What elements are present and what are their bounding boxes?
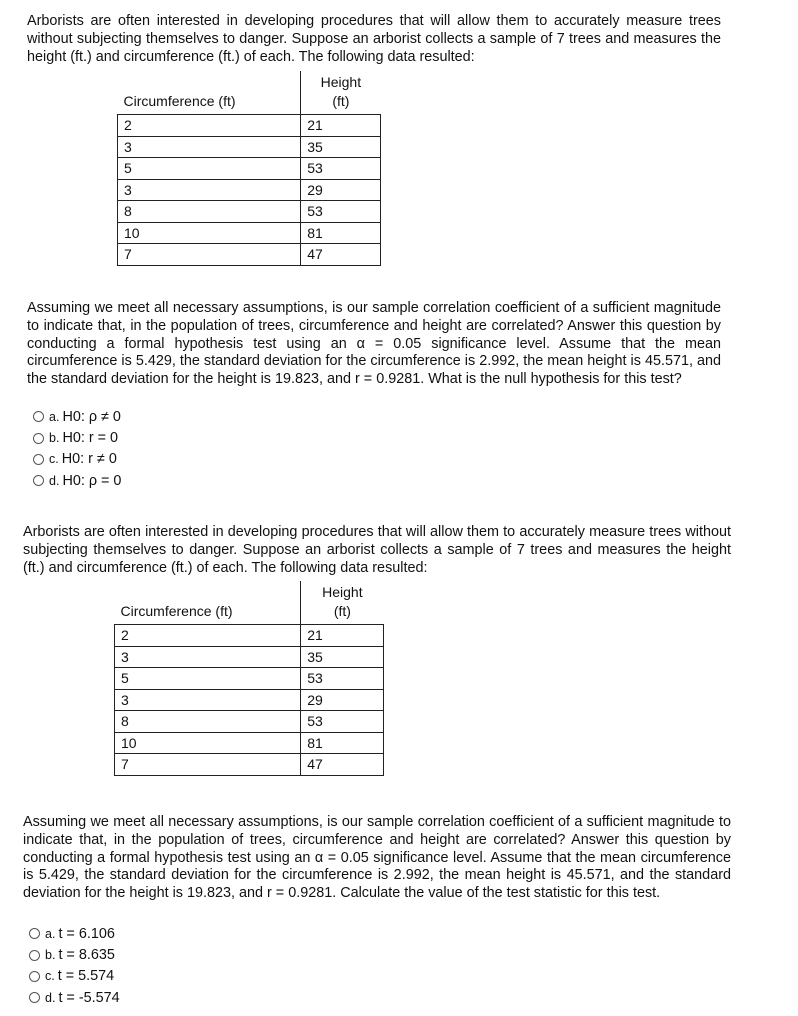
circumference-cell: 3 — [118, 179, 301, 201]
option-d[interactable] — [33, 470, 121, 491]
circumference-cell: 10 — [115, 732, 301, 754]
question-1-prompt: Assuming we meet all necessary assumptions, is our sample correlation coefficient of a sufficient magnitude to indicate that, in the population of trees, circumference and height are correlated? Answer this question by conducting a formal hypothesis test using an α = 0.05 significance level. Assume that the mean circumference is 5.429, the standard deviation for the circumference is 2.992, the mean height is 45.571, and the standard deviation for the height is 19.823, and r = 0.9281. What is the null hypothesis for this test? — [27, 300, 721, 388]
option-letter: b. — [45, 948, 56, 963]
table-row — [118, 201, 381, 223]
circumference-cell: 2 — [115, 625, 301, 647]
question-2-data-table — [114, 581, 384, 776]
option-letter: d. — [49, 473, 60, 488]
radio-button[interactable] — [29, 928, 40, 939]
option-text: H0: ρ ≠ 0 — [62, 408, 121, 425]
table-row — [115, 646, 384, 668]
header-height: Height (ft) — [301, 581, 384, 625]
height-cell: 53 — [301, 158, 381, 180]
height-cell: 21 — [301, 115, 381, 137]
circumference-cell: 8 — [115, 711, 301, 733]
table-row — [118, 158, 381, 180]
table-row — [118, 244, 381, 266]
radio-button[interactable] — [33, 454, 44, 465]
radio-button[interactable] — [33, 411, 44, 422]
table-row — [115, 689, 384, 711]
table-row — [115, 754, 384, 776]
circumference-cell: 7 — [118, 244, 301, 266]
height-cell: 21 — [301, 625, 384, 647]
height-cell: 29 — [301, 689, 384, 711]
question-1-data-table — [117, 71, 381, 266]
height-cell: 81 — [301, 732, 384, 754]
height-cell: 53 — [301, 668, 384, 690]
table-row — [115, 668, 384, 690]
option-letter: c. — [49, 452, 59, 467]
radio-button[interactable] — [29, 992, 40, 1003]
option-text: H0: ρ = 0 — [62, 472, 122, 489]
option-text: t = 6.106 — [58, 925, 115, 942]
option-a[interactable] — [33, 406, 121, 427]
option-d[interactable] — [29, 987, 120, 1008]
height-cell: 47 — [301, 244, 381, 266]
height-cell: 29 — [301, 179, 381, 201]
table-row — [118, 179, 381, 201]
option-a[interactable] — [29, 923, 120, 944]
option-c[interactable] — [29, 966, 120, 987]
circumference-cell: 2 — [118, 115, 301, 137]
question-2-intro: Arborists are often interested in developing procedures that will allow them to accurately measure trees without subjecting themselves to danger. Suppose an arborist collects a sample of 7 trees and measures the height (ft.) and circumference (ft.) of each. The following data resulted: — [23, 524, 731, 576]
table-row — [118, 136, 381, 158]
option-letter: d. — [45, 990, 56, 1005]
option-text: t = 5.574 — [57, 968, 115, 985]
option-text: H0: r = 0 — [62, 430, 119, 447]
height-cell: 35 — [301, 136, 381, 158]
radio-button[interactable] — [29, 950, 40, 961]
table-row — [118, 115, 381, 137]
option-letter: b. — [49, 431, 60, 446]
question-1-intro: Arborists are often interested in developing procedures that will allow them to accurately measure trees without subjecting themselves to danger. Suppose an arborist collects a sample of 7 trees and measures the height (ft.) and circumference (ft.) of each. The following data resulted: — [27, 13, 721, 65]
radio-button[interactable] — [33, 475, 44, 486]
table-row — [115, 732, 384, 754]
circumference-cell: 5 — [118, 158, 301, 180]
circumference-cell: 8 — [118, 201, 301, 223]
option-text: H0: r ≠ 0 — [61, 451, 117, 468]
table-header-row — [115, 581, 384, 625]
height-cell: 81 — [301, 222, 381, 244]
radio-button[interactable] — [33, 433, 44, 444]
height-cell: 35 — [301, 646, 384, 668]
question-1-options — [33, 406, 121, 492]
option-letter: c. — [45, 969, 55, 984]
option-text: t = -5.574 — [58, 989, 120, 1006]
circumference-cell: 3 — [118, 136, 301, 158]
circumference-cell: 3 — [115, 689, 301, 711]
table-header-row — [118, 71, 381, 115]
table-row — [115, 711, 384, 733]
option-b[interactable] — [29, 944, 120, 965]
option-b[interactable] — [33, 427, 121, 448]
option-text: t = 8.635 — [58, 947, 115, 964]
header-height: Height (ft) — [301, 71, 381, 115]
option-letter: a. — [49, 409, 60, 424]
circumference-cell: 7 — [115, 754, 301, 776]
height-cell: 53 — [301, 711, 384, 733]
circumference-cell: 3 — [115, 646, 301, 668]
radio-button[interactable] — [29, 971, 40, 982]
circumference-cell: 5 — [115, 668, 301, 690]
circumference-cell: 10 — [118, 222, 301, 244]
option-letter: a. — [45, 926, 56, 941]
question-2-prompt: Assuming we meet all necessary assumptions, is our sample correlation coefficient of a sufficient magnitude to indicate that, in the population of trees, circumference and height are correlated? Answer this question by conducting a formal hypothesis test using an α = 0.05 significance level. Assume that the mean circumference is 5.429, the standard deviation for the circumference is 2.992, the mean height is 45.571, and the standard deviation for the height is 19.823, and r = 0.9281. Calculate the value of the test statistic for this test. — [23, 814, 731, 902]
option-c[interactable] — [33, 449, 121, 470]
table-row — [118, 222, 381, 244]
height-cell: 53 — [301, 201, 381, 223]
header-circumference: Circumference (ft) — [115, 581, 301, 625]
question-2-options — [29, 923, 120, 1009]
height-cell: 47 — [301, 754, 384, 776]
header-circumference: Circumference (ft) — [118, 71, 301, 115]
table-row — [115, 625, 384, 647]
